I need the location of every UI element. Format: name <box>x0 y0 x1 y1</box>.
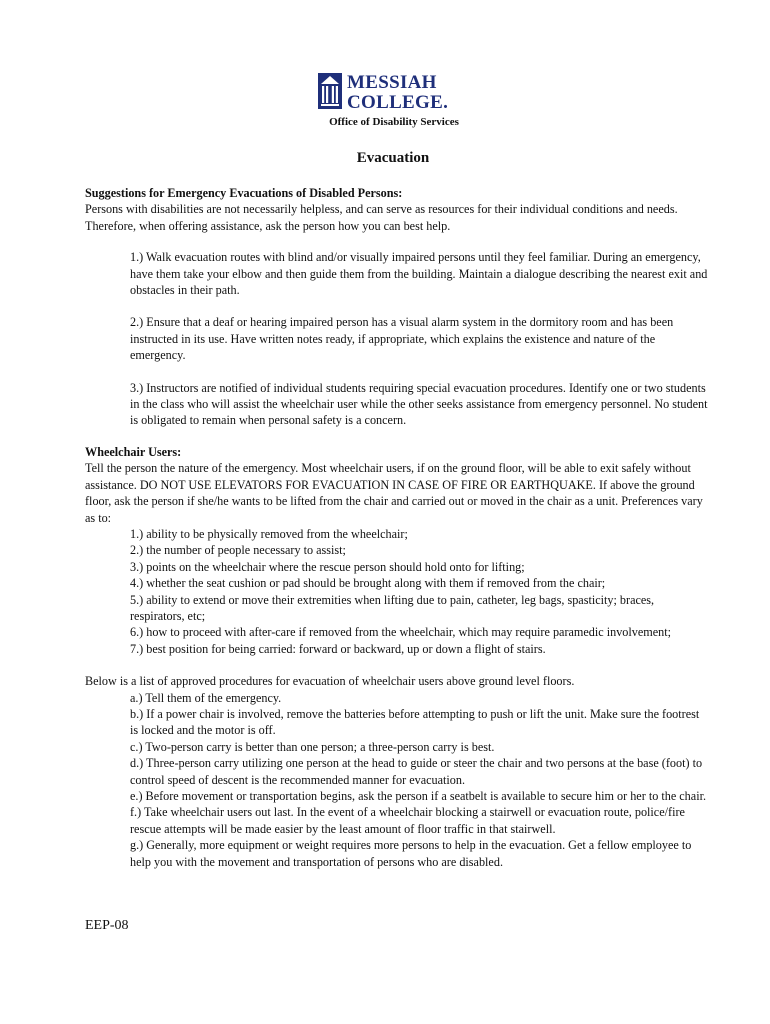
procedure-item: b.) If a power chair is involved, remove the batteries before attempting to push or lift the unit. Make sure the footrest is locked and the motor is off. <box>130 706 700 738</box>
procedure-item: e.) Before movement or transportation begins, ask the person if a seatbelt is available to secure him or her to the chair. <box>130 789 707 803</box>
preference-item: 2.) the number of people necessary to assist; <box>130 543 346 558</box>
suggestion-item: 1.) Walk evacuation routes with blind and/or visually impaired persons until they feel familiar. During an emergency, have them take your elbow and then guide them from the building. Maintain a dialogue describing the nearest exit and obstacles in their path. <box>130 250 708 298</box>
procedure-item: a.) Tell them of the emergency. <box>130 690 282 705</box>
preference-item: 4.) whether the seat cushion or pad should be brought along with them if removed from the chair; <box>130 576 606 591</box>
logo-line1: MESSIAH <box>347 72 437 93</box>
procedure-item: f.) Take wheelchair users out last. In the event of a wheelchair blocking a stairwell or evacuation route, police/fire rescue attempts will be made easier by the least amount of floor traffic in that stairwell. <box>130 805 685 836</box>
intro-text: Persons with disabilities are not necessarily helpless, and can serve as resources for their individual conditions and needs. Therefore, when offering assistance, ask the person how you can best help. <box>85 202 678 233</box>
procedure-item: c.) Two-person carry is better than one person; a three-person carry is best. <box>130 739 495 754</box>
document-body <box>85 185 710 870</box>
intro-heading: Suggestions for Emergency Evacuations of Disabled Persons: <box>85 186 403 200</box>
preference-item: 6.) how to proceed with after-care if removed from the wheelchair, which may require paramedic involvement; <box>130 625 672 640</box>
wheelchair-text: Tell the person the nature of the emergency. Most wheelchair users, if on the ground floor, will be able to exit safely without assistance. DO NOT USE ELEVATORS FOR EVACUATION IN CASE OF FIRE OR EARTHQUAKE. If above the ground floor, ask the person if she/he wants to be lifted from the chair and carried out or moved in the chair as a unit. Preferences vary as to: <box>85 461 703 525</box>
preference-item: 1.) ability to be physically removed from the wheelchair; <box>130 526 408 541</box>
procedure-item: d.) Three-person carry utilizing one person at the head to guide or steer the chair and two persons at the base (foot) to control speed of descent is the recommended manner for evacuation. <box>130 756 703 787</box>
preference-item: 3.) points on the wheelchair where the rescue person should hold onto for lifting; <box>130 559 525 574</box>
procedures-intro: Below is a list of approved procedures for evacuation of wheelchair users above ground level floors. <box>85 674 575 689</box>
logo-line2: COLLEGE. <box>347 92 449 112</box>
preference-item: 5.) ability to extend or move their extremities when lifting due to pain, catheter, leg bags, spasticity; braces, respirators, etc; <box>130 592 655 623</box>
office-name: Office of Disability Services <box>329 116 459 128</box>
messiah-college-logo <box>318 70 454 112</box>
suggestion-item: 3.) Instructors are notified of individual students requiring special evacuation procedures. Identify one or two students in the class who will assist the wheelchair user while the other seeks assistance from emergency personnel. No student is obligated to remain when personal safety is a concern. <box>130 380 708 428</box>
document-code: EEP-08 <box>85 918 129 933</box>
preference-item: 7.) best position for being carried: forward or backward, up or down a flight of stairs. <box>130 641 546 656</box>
suggestion-item: 2.) Ensure that a deaf or hearing impaired person has a visual alarm system in the dormitory room and has been instructed in its use. Have written notes ready, if appropriate, which explains the existence and nature of the emergency. <box>130 315 674 363</box>
page-title: Evacuation <box>356 150 430 166</box>
wheelchair-heading: Wheelchair Users: <box>85 444 182 459</box>
procedure-item: g.) Generally, more equipment or weight requires more persons to help in the evacuation. Get a fellow employee to help you with the movement and transportation of persons who are disabled. <box>130 838 692 869</box>
